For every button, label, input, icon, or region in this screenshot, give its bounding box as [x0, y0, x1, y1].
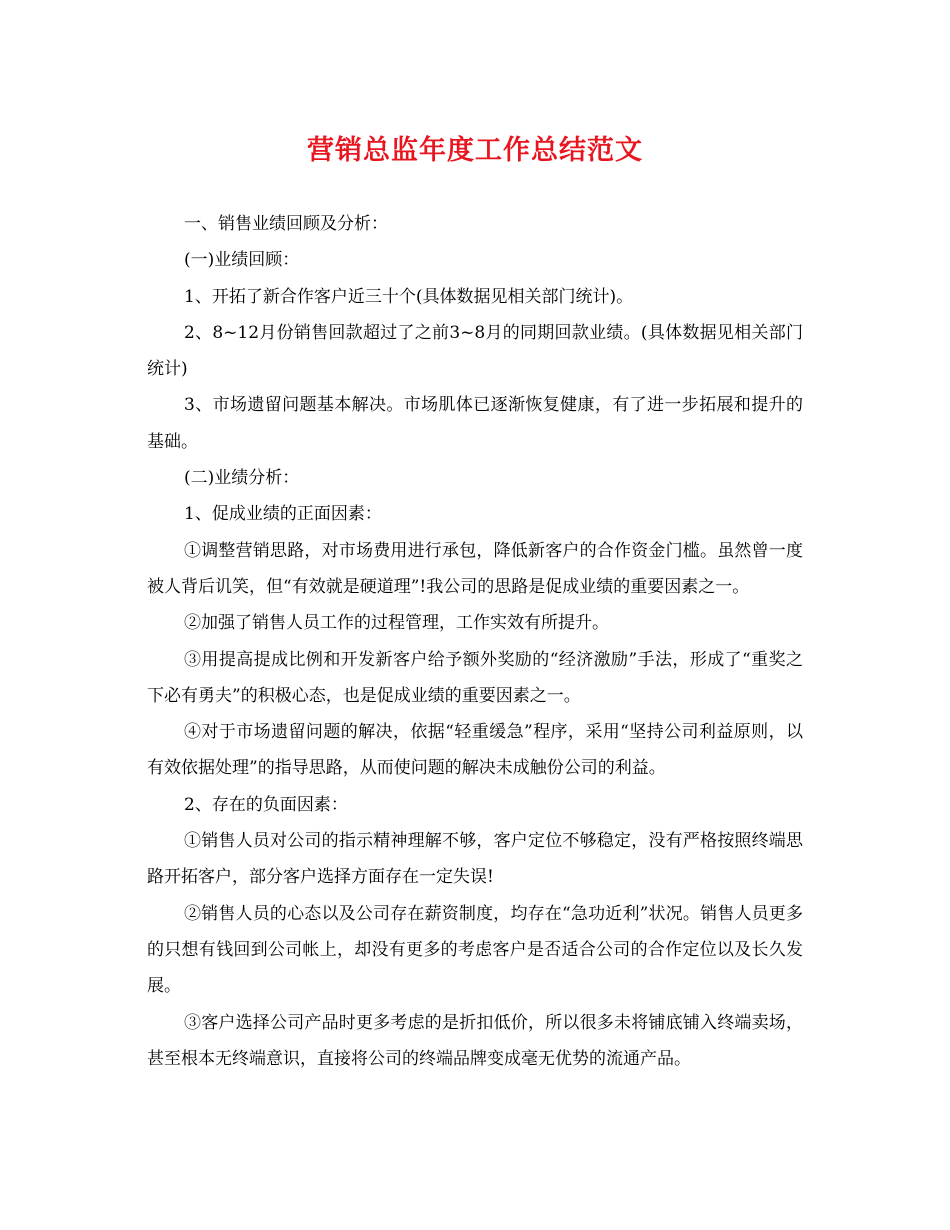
paragraph: ④对于市场遗留问题的解决，依据“轻重缓急”程序，采用“坚持公司利益原则，以有效依据处理”的指导思路，从而使问题的解决未成触份公司的利益。 — [147, 722, 803, 779]
list-heading: 1、促成业绩的正面因素： — [184, 504, 382, 525]
list-heading: 2、存在的负面因素： — [184, 794, 348, 815]
paragraph: ②加强了销售人员工作的过程管理，工作实效有所提升。 — [184, 613, 609, 634]
paragraph: 3、市场遗留问题基本解决。市场肌体已逐渐恢复健康，有了进一步拓展和提升的基础。 — [147, 395, 803, 452]
subsection-heading: (一)业绩回顾： — [184, 250, 300, 271]
document-body — [147, 206, 803, 1077]
paragraph: 1、开拓了新合作客户近三十个(具体数据见相关部门统计)。 — [184, 286, 634, 307]
paragraph: ③用提高提成比例和开发新客户给予额外奖励的“经济激励”手法，形成了“重奖之下必有勇夫”的积极心态，也是促成业绩的重要因素之一。 — [147, 649, 803, 706]
paragraph: ③客户选择公司产品时更多考虑的是折扣低价，所以很多未将铺底铺入终端卖场，甚至根本无终端意识，直接将公司的终端品牌变成毫无优势的流通产品。 — [147, 1012, 803, 1069]
document-title: 营销总监年度工作总结范文 — [307, 135, 643, 166]
subsection-heading: (二)业绩分析： — [184, 468, 300, 489]
paragraph: 2、8~12月份销售回款超过了之前3~8月的同期回款业绩。(具体数据见相关部门统计) — [147, 322, 803, 380]
paragraph: ①销售人员对公司的指示精神理解不够，客户定位不够稳定，没有严格按照终端思路开拓客户，部分客户选择方面存在一定失误! — [147, 831, 803, 888]
paragraph: ①调整营销思路，对市场费用进行承包，降低新客户的合作资金门槛。虽然曾一度被人背后讥笑，但“有效就是硬道理”!我公司的思路是促成业绩的重要因素之一。 — [147, 540, 803, 597]
paragraph: ②销售人员的心态以及公司存在薪资制度，均存在“急功近利”状况。销售人员更多的只想有钱回到公司帐上，却没有更多的考虑客户是否适合公司的合作定位以及长久发展。 — [147, 903, 803, 997]
section-heading: 一、销售业绩回顾及分析： — [184, 214, 388, 234]
